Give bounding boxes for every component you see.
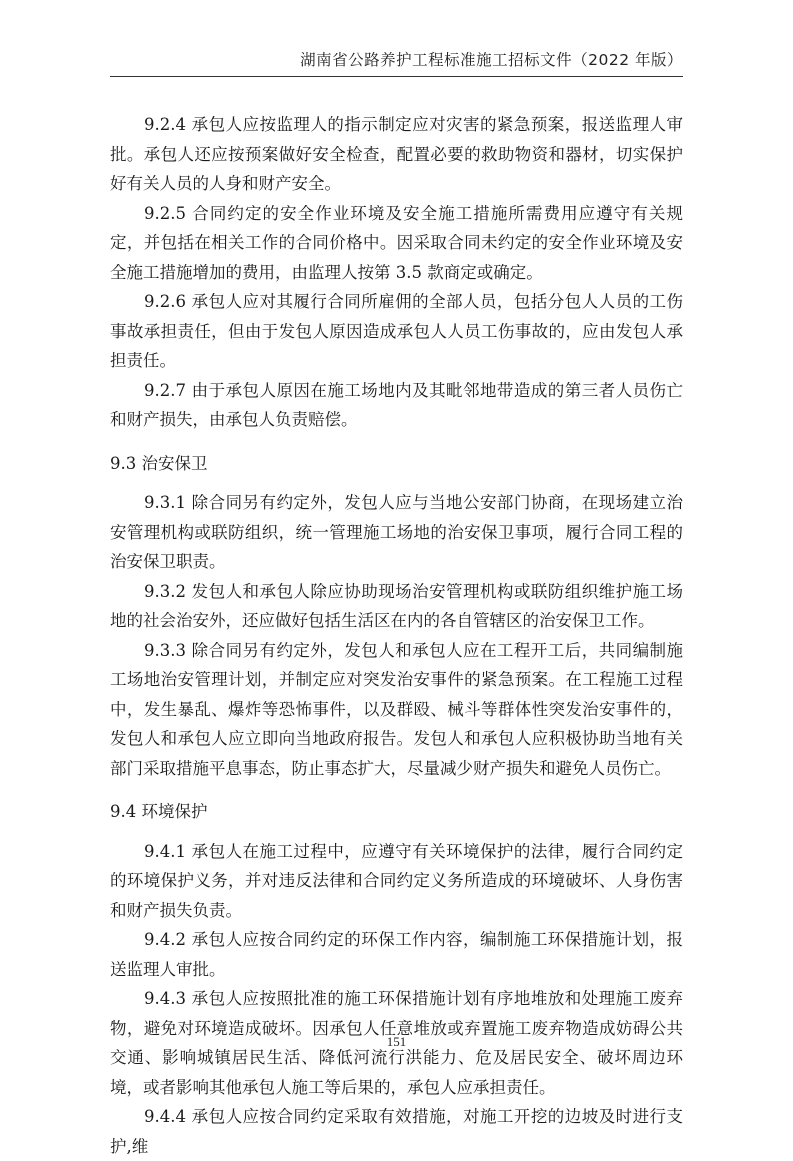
clause-9-2-4: 9.2.4 承包人应按监理人的指示制定应对灾害的紧急预案，报送监理人审批。承包人还应按预案做好安全检查，配置必要的救助物资和器材，切实保护好有关人员的人身和财产安全。 — [110, 115, 683, 193]
section-heading-9-3: 9.3 治安保卫 — [110, 453, 208, 473]
document-body — [110, 110, 683, 1161]
clause-9-4-4: 9.4.4 承包人应按合同约定采取有效措施，对施工开挖的边坡及时进行支护,维 — [110, 1107, 683, 1156]
clause-9-3-2: 9.3.2 发包人和承包人除应协助现场治安管理机构或联防组织维护施工场地的社会治安外，还应做好包括生活区在内的各自管辖区的治安保卫工作。 — [110, 581, 683, 630]
clause-9-2-7: 9.2.7 由于承包人原因在施工场地内及其毗邻地带造成的第三者人员伤亡和财产损失，由承包人负责赔偿。 — [110, 380, 683, 429]
clause-9-4-3: 9.4.3 承包人应按照批准的施工环保措施计划有序地堆放和处理施工废弃物，避免对环境造成破坏。因承包人任意堆放或弃置施工废弃物造成妨碍公共交通、影响城镇居民生活、降低河流行洪能力、危及居民安全、破坏周边环境，或者影响其他承包人施工等后果的，承包人应承担责任。 — [110, 989, 683, 1097]
page-number: 151 — [386, 1034, 407, 1049]
clause-9-4-2: 9.4.2 承包人应按合同约定的环保工作内容，编制施工环保措施计划，报送监理人审批。 — [110, 930, 683, 979]
section-heading-9-4: 9.4 环境保护 — [110, 802, 208, 821]
header-rule — [110, 76, 683, 77]
clause-9-2-6: 9.2.6 承包人应对其履行合同所雇佣的全部人员，包括分包人人员的工伤事故承担责任，但由于发包人原因造成承包人人员工伤事故的，应由发包人承担责任。 — [110, 292, 683, 370]
clause-9-2-5: 9.2.5 合同约定的安全作业环境及安全施工措施所需费用应遵守有关规定，并包括在相关工作的合同价格中。因采取合同未约定的安全作业环境及安全施工措施增加的费用，由监理人按第 3.5 款商定或确定。 — [110, 203, 683, 282]
clause-9-3-1: 9.3.1 除合同另有约定外，发包人应与当地公安部门协商，在现场建立治安管理机构或联防组织，统一管理施工场地的治安保卫事项，履行合同工程的治安保卫职责。 — [110, 493, 683, 571]
clause-9-3-3: 9.3.3 除合同另有约定外，发包人和承包人应在工程开工后，共同编制施工场地治安管理计划，并制定应对突发治安事件的紧急预案。在工程施工过程中，发生暴乱、爆炸等恐怖事件，以及群殴、械斗等群体性突发治安事件的，发包人和承包人应立即向当地政府报告。发包人和承包人应积极协助当地有关部门采取措施平息事态，防止事态扩大，尽量减少财产损失和避免人员伤亡。 — [110, 640, 683, 778]
clause-9-4-1: 9.4.1 承包人在施工过程中，应遵守有关环境保护的法律，履行合同约定的环境保护义务，并对违反法律和合同约定义务所造成的环境破坏、人身伤害和财产损失负责。 — [110, 841, 683, 920]
running-header: 湖南省公路养护工程标准施工招标文件（2022 年版） — [300, 51, 683, 69]
